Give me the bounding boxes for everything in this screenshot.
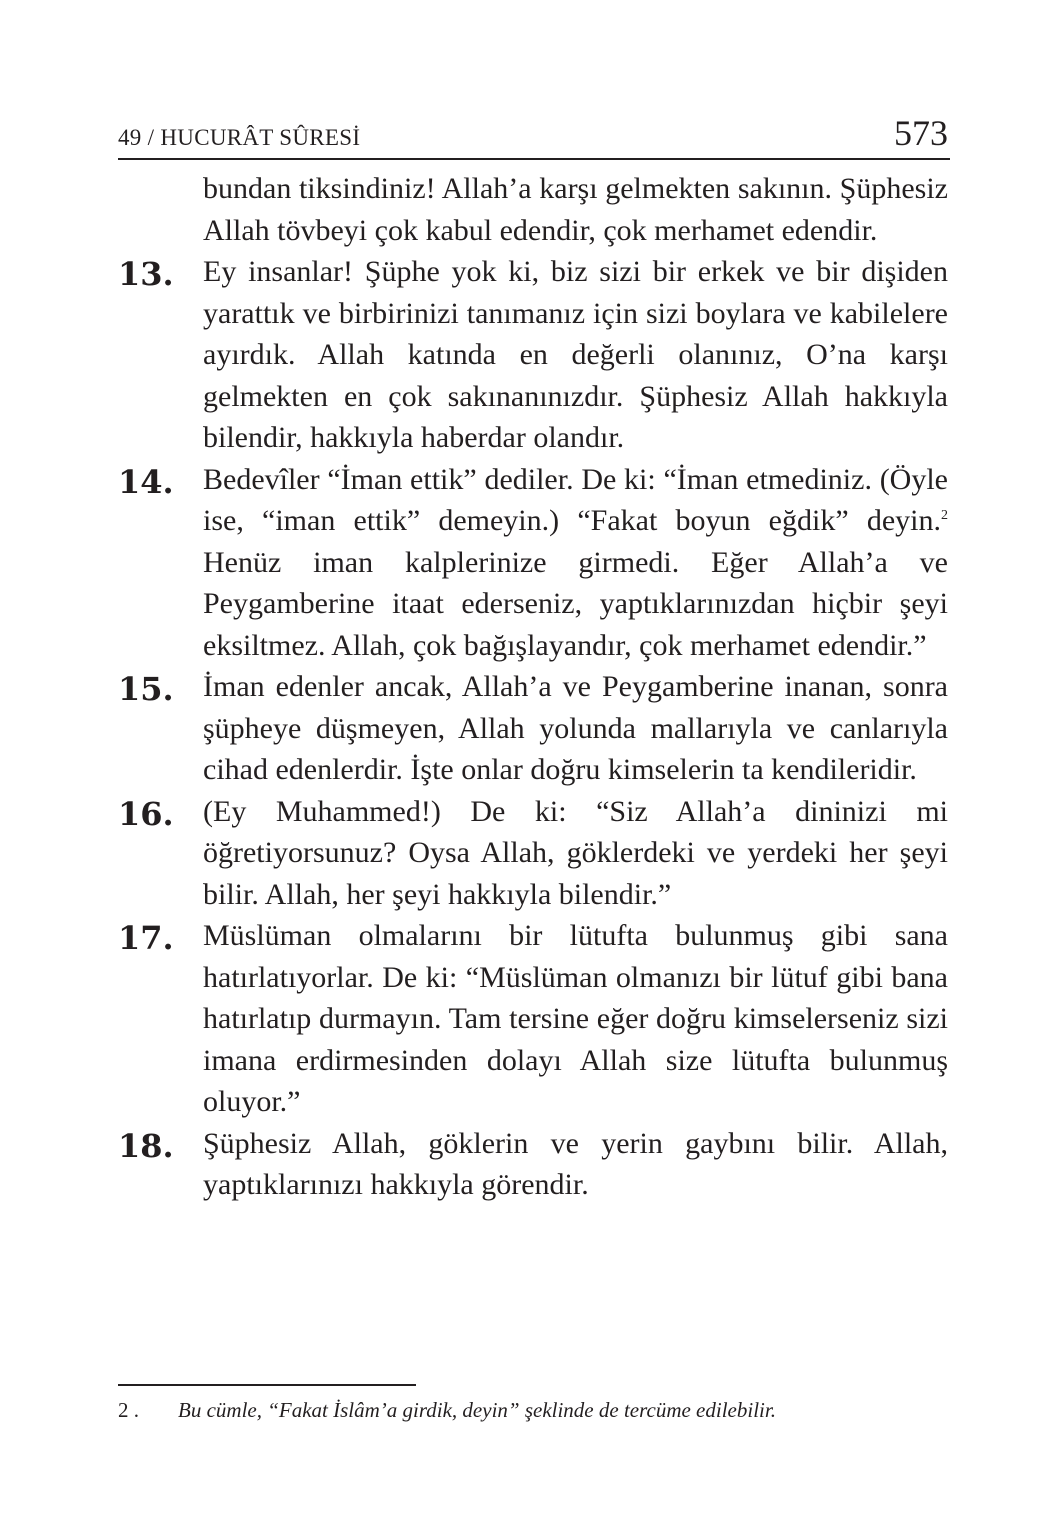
verse-number: 16. [118, 794, 174, 833]
footnote-reference[interactable]: 2 [941, 508, 948, 523]
verse-18 [118, 1123, 948, 1206]
page-number: 573 [894, 113, 948, 153]
footnote-text: Bu cümle, “Fakat İslâm’a girdik, deyin” şeklinde de tercüme edilebilir. [178, 1398, 776, 1422]
continued-paragraph [118, 168, 948, 251]
verse-number: 17. [118, 919, 174, 957]
page-header [118, 112, 950, 160]
verse-number: 13. [118, 255, 174, 293]
main-text [118, 168, 948, 1206]
verse-15 [118, 666, 948, 791]
verse-number: 15. [118, 670, 174, 708]
verse-text: Şüphesiz Allah, göklerin ve yerin gaybını bilir. Allah, yaptıklarınızı hakkıyla görendir. [203, 1126, 948, 1201]
footnote-divider [118, 1384, 416, 1386]
verse-14 [118, 459, 948, 667]
verse-13 [118, 251, 948, 459]
verse-text: Ey insanlar! Şüphe yok ki, biz sizi bir erkek ve bir dişiden yarattık ve birbirinizi tanımanız için sizi boylara ve kabilelere ayırdık. Allah katında en değerli olanınız, O’na karşı gelmekten en çok sakınanınızdır. Şüphesiz Allah hakkıyla bilendir, hakkıyla haberdar olandır. [203, 255, 948, 454]
verse-text-part-2: Henüz iman kalplerinize girmedi. Eğer Allah’a ve Peygamberine itaat ederseniz, yaptıklarınızdan hiçbir şeyi eksiltmez. Allah, çok bağışlayandır, çok merhamet edendir.” [203, 545, 948, 662]
running-head: 49 / HUCURÂT SÛRESİ [118, 125, 361, 150]
verse-text: Müslüman olmalarını bir lütufta bulunmuş gibi sana hatırlatıyorlar. De ki: “Müslüman olmanızı bir lütuf gibi bana hatırlatıp durmayın. Tam tersine eğer doğru kimselerseniz sizi imana erdirmesinden dolayı Allah size lütufta bulunmuş oluyor.” [203, 919, 948, 1118]
footnote-number: 2 . [118, 1398, 139, 1422]
verse-text: İman edenler ancak, Allah’a ve Peygamberine inanan, sonra şüpheye düşmeyen, Allah yolunda mallarıyla ve canlarıyla cihad edenlerdir. İşte onlar doğru kimselerin ta kendileridir. [203, 670, 948, 786]
paragraph-text: bundan tiksindiniz! Allah’a karşı gelmekten sakının. Şüphesiz Allah tövbeyi çok kabul edendir, çok merhamet edendir. [203, 172, 948, 247]
verse-16 [118, 791, 948, 916]
verse-number: 14. [118, 462, 174, 501]
verse-number: 18. [118, 1126, 174, 1165]
verse-text-part-1: Bedevîler “İman ettik” dediler. De ki: “İman etmediniz. (Öyle ise, “iman ettik” demeyin.) “Fakat boyun eğdik” deyin. [203, 462, 948, 537]
verse-17 [118, 915, 948, 1123]
verse-text: (Ey Muhammed!) De ki: “Siz Allah’a dininizi mi öğretiyorsunuz? Oysa Allah, göklerdeki ve yerdeki her şeyi bilir. Allah, her şeyi hakkıyla bilendir.” [203, 794, 948, 911]
